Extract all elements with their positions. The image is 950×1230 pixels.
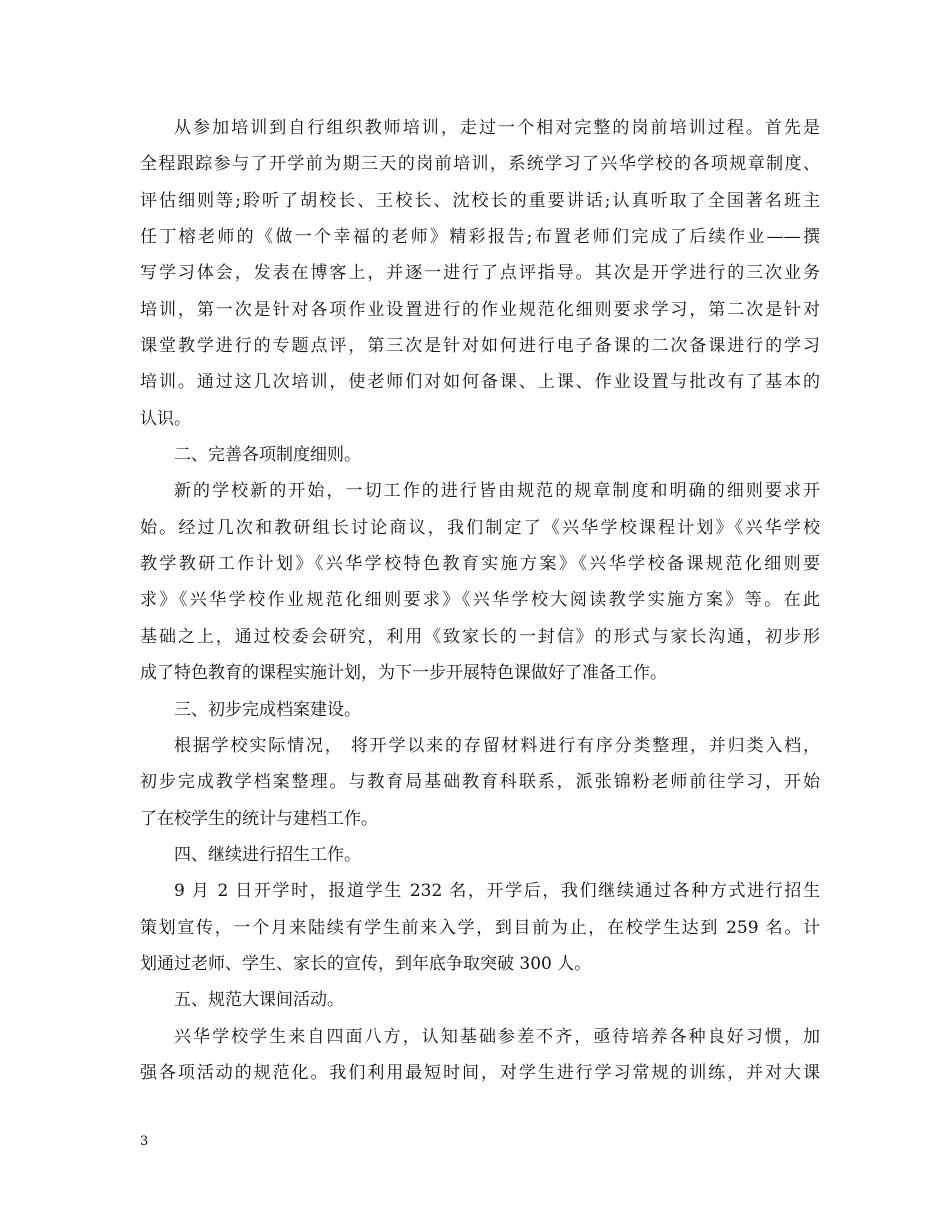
- page-number: 3: [140, 1134, 149, 1149]
- text-line: 培训，第一次是针对各项作业设置进行的作业规范化细则要求学习，第二次是针对: [140, 299, 820, 320]
- text-line: 三、初步完成档案建设。: [174, 699, 361, 720]
- text-line: 新的学校新的开始，一切工作的进行皆由规范的规章制度和明确的细则要求开: [174, 481, 820, 502]
- text-line: 强各项活动的规范化。我们利用最短时间，对学生进行学习常规的训练，并对大课: [140, 1062, 820, 1083]
- text-line: 教学教研工作计划》《兴华学校特色教育实施方案》《兴华学校备课规范化细则要: [140, 554, 820, 575]
- text-line: 基础之上，通过校委会研究，利用《致家长的一封信》的形式与家长沟通，初步形: [140, 626, 820, 647]
- text-line: 全程跟踪参与了开学前为期三天的岗前培训，系统学习了兴华学校的各项规章制度、: [140, 154, 820, 175]
- text-line: 评估细则等;聆听了胡校长、王校长、沈校长的重要讲话;认真听取了全国著名班主: [140, 190, 820, 211]
- text-line: 策划宣传，一个月来陆续有学生前来入学，到目前为止，在校学生达到 259 名。计: [140, 917, 820, 938]
- text-line: 成了特色教育的课程实施计划，为下一步开展特色课做好了准备工作。: [140, 663, 667, 684]
- text-line: 二、完善各项制度细则。: [174, 445, 361, 466]
- text-line: 写学习体会，发表在博客上，并逐一进行了点评指导。其次是开学进行的三次业务: [140, 263, 820, 284]
- text-line: 根据学校实际情况， 将开学以来的存留材料进行有序分类整理，并归类入档，: [174, 735, 820, 756]
- text-line: 了在校学生的统计与建档工作。: [140, 808, 378, 829]
- text-line: 划通过老师、学生、家长的宣传，到年底争取突破 300 人。: [140, 953, 592, 974]
- text-line: 培训。通过这几次培训，使老师们对如何备课、上课、作业设置与批改有了基本的: [140, 372, 820, 393]
- text-line: 从参加培训到自行组织教师培训，走过一个相对完整的岗前培训过程。首先是: [174, 118, 820, 138]
- text-line: 课堂教学进行的专题点评，第三次是针对如何进行电子备课的二次备课进行的学习: [140, 336, 820, 357]
- text-line: 初步完成教学档案整理。与教育局基础教育科联系，派张锦粉老师前往学习，开始: [140, 772, 820, 793]
- text-line: 9 月 2 日开学时，报道学生 232 名，开学后，我们继续通过各种方式进行招生: [174, 881, 820, 902]
- text-line: 五、规范大课间活动。: [174, 990, 344, 1011]
- document-body: [140, 110, 820, 1091]
- text-line: 任丁榕老师的《做一个幸福的老师》精彩报告;布置老师们完成了后续作业——撰: [140, 227, 820, 248]
- text-line: 四、继续进行招生工作。: [174, 844, 361, 865]
- text-line: 求》《兴华学校作业规范化细则要求》《兴华学校大阅读教学实施方案》等。在此: [140, 590, 820, 611]
- text-line: 兴华学校学生来自四面八方，认知基础参差不齐，亟待培养各种良好习惯，加: [174, 1026, 820, 1047]
- text-line: 始。经过几次和教研组长讨论商议，我们制定了《兴华学校课程计划》《兴华学校: [140, 517, 820, 538]
- text-line: 认识。: [140, 408, 191, 429]
